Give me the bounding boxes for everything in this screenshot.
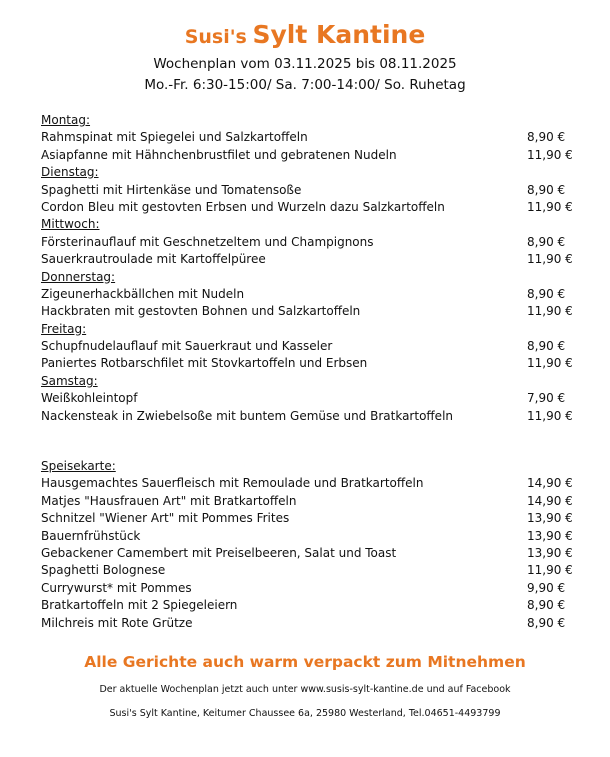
dish-price: 8,90 € xyxy=(527,286,566,301)
week-range: Wochenplan vom 03.11.2025 bis 08.11.2025 xyxy=(153,56,457,72)
dish-name: Zigeunerhackbällchen mit Nudeln xyxy=(41,286,245,301)
dish-price: 8,90 € xyxy=(527,130,566,145)
dish-price: 8,90 € xyxy=(527,598,566,613)
dish-name: Cordon Bleu mit gestovten Erbsen und Wurzeln dazu Salzkartoffeln xyxy=(41,199,445,214)
dish-name: Paniertes Rotbarschfilet mit Stovkartoffeln und Erbsen xyxy=(41,356,368,371)
menu-item xyxy=(41,338,581,355)
address-line: Susi's Sylt Kantine, Keitumer Chaussee 6a, 25980 Westerland, Tel.04651-4493799 xyxy=(109,708,501,719)
menu-item xyxy=(41,147,581,164)
dish-price: 13,90 € xyxy=(527,545,573,560)
menu-item xyxy=(41,510,581,527)
dish-price: 14,90 € xyxy=(527,493,573,508)
menu-item xyxy=(41,199,581,216)
menu-item xyxy=(41,182,581,199)
dish-name: Hackbraten mit gestovten Bohnen und Salzkartoffeln xyxy=(41,304,361,319)
menu-item xyxy=(41,234,581,251)
menu-item xyxy=(41,545,581,562)
online-note: Der aktuelle Wochenplan jetzt auch unter www.susis-sylt-kantine.de und auf Facebook xyxy=(99,684,511,695)
menu-item xyxy=(41,303,581,320)
menu-item xyxy=(41,615,581,632)
takeaway-slogan: Alle Gerichte auch warm verpackt zum Mitnehmen xyxy=(84,653,526,671)
dish-name: Hausgemachtes Sauerfleisch mit Remoulade und Bratkartoffeln xyxy=(41,476,424,491)
dish-price: 13,90 € xyxy=(527,528,573,543)
dish-name: Försterinauflauf mit Geschnetzeltem und Champignons xyxy=(41,234,374,249)
speisekarte xyxy=(41,458,581,632)
dish-name: Weißkohleintopf xyxy=(41,391,138,406)
day-heading-montag: Montag: xyxy=(41,113,91,127)
menu-item xyxy=(41,129,581,146)
speisekarte-heading: Speisekarte: xyxy=(41,459,116,473)
dish-price: 8,90 € xyxy=(527,234,566,249)
dish-name: Nackensteak in Zwiebelsoße mit buntem Gemüse und Bratkartoffeln xyxy=(41,408,454,423)
dish-name: Bauernfrühstück xyxy=(41,528,141,543)
dish-price: 8,90 € xyxy=(527,615,566,630)
dish-price: 11,90 € xyxy=(527,408,573,423)
dish-name: Milchreis mit Rote Grütze xyxy=(41,615,193,630)
dish-price: 11,90 € xyxy=(527,304,573,319)
title-prefix: Susi's xyxy=(184,26,247,48)
dish-name: Spaghetti mit Hirtenkäse und Tomatensoße xyxy=(41,182,302,197)
dish-price: 8,90 € xyxy=(527,182,566,197)
dish-name: Schnitzel "Wiener Art" mit Pommes Frites xyxy=(41,511,290,526)
dish-name: Schupfnudelauflauf mit Sauerkraut und Kasseler xyxy=(41,339,333,354)
dish-name: Sauerkrautroulade mit Kartoffelpüree xyxy=(41,252,266,267)
title-main: Sylt Kantine xyxy=(252,20,426,49)
menu-item xyxy=(41,580,581,597)
dish-name: Spaghetti Bolognese xyxy=(41,563,166,578)
dish-name: Rahmspinat mit Spiegelei und Salzkartoffeln xyxy=(41,130,308,145)
dish-name: Gebackener Camembert mit Preiselbeeren, Salat und Toast xyxy=(41,545,397,560)
day-heading-dienstag: Dienstag: xyxy=(41,165,99,180)
menu-item xyxy=(41,493,581,510)
dish-price: 11,90 € xyxy=(527,199,573,214)
menu-item xyxy=(41,597,581,614)
day-heading-donnerstag: Donnerstag: xyxy=(41,269,116,284)
dish-name: Bratkartoffeln mit 2 Spiegeleiern xyxy=(41,598,238,613)
menu-item xyxy=(41,408,581,425)
dish-name: Currywurst* mit Pommes xyxy=(41,580,192,595)
dish-price: 11,90 € xyxy=(527,356,573,371)
dish-price: 11,90 € xyxy=(527,252,573,267)
day-heading-mittwoch: Mittwoch: xyxy=(41,217,100,232)
dish-price: 14,90 € xyxy=(527,476,573,491)
menu-item xyxy=(41,562,581,579)
menu-item xyxy=(41,355,581,372)
menu-item xyxy=(41,528,581,545)
dish-name: Asiapfanne mit Hähnchenbrustfilet und gebratenen Nudeln xyxy=(41,147,397,162)
dish-price: 11,90 € xyxy=(527,563,573,578)
dish-price: 11,90 € xyxy=(527,147,573,162)
menu-item xyxy=(41,390,581,407)
menu-item xyxy=(41,475,581,492)
day-heading-freitag: Freitag: xyxy=(41,321,87,336)
dish-price: 8,90 € xyxy=(527,339,566,354)
dish-price: 13,90 € xyxy=(527,511,573,526)
opening-hours: Mo.-Fr. 6:30-15:00/ Sa. 7:00-14:00/ So. Ruhetag xyxy=(144,77,466,93)
dish-name: Matjes "Hausfrauen Art" mit Bratkartoffeln xyxy=(41,493,297,508)
page-title xyxy=(0,20,610,49)
weekly-menu xyxy=(41,112,581,425)
dish-price: 9,90 € xyxy=(527,580,566,595)
dish-price: 7,90 € xyxy=(527,391,566,406)
menu-item xyxy=(41,286,581,303)
menu-item xyxy=(41,251,581,268)
day-heading-samstag: Samstag: xyxy=(41,373,98,388)
